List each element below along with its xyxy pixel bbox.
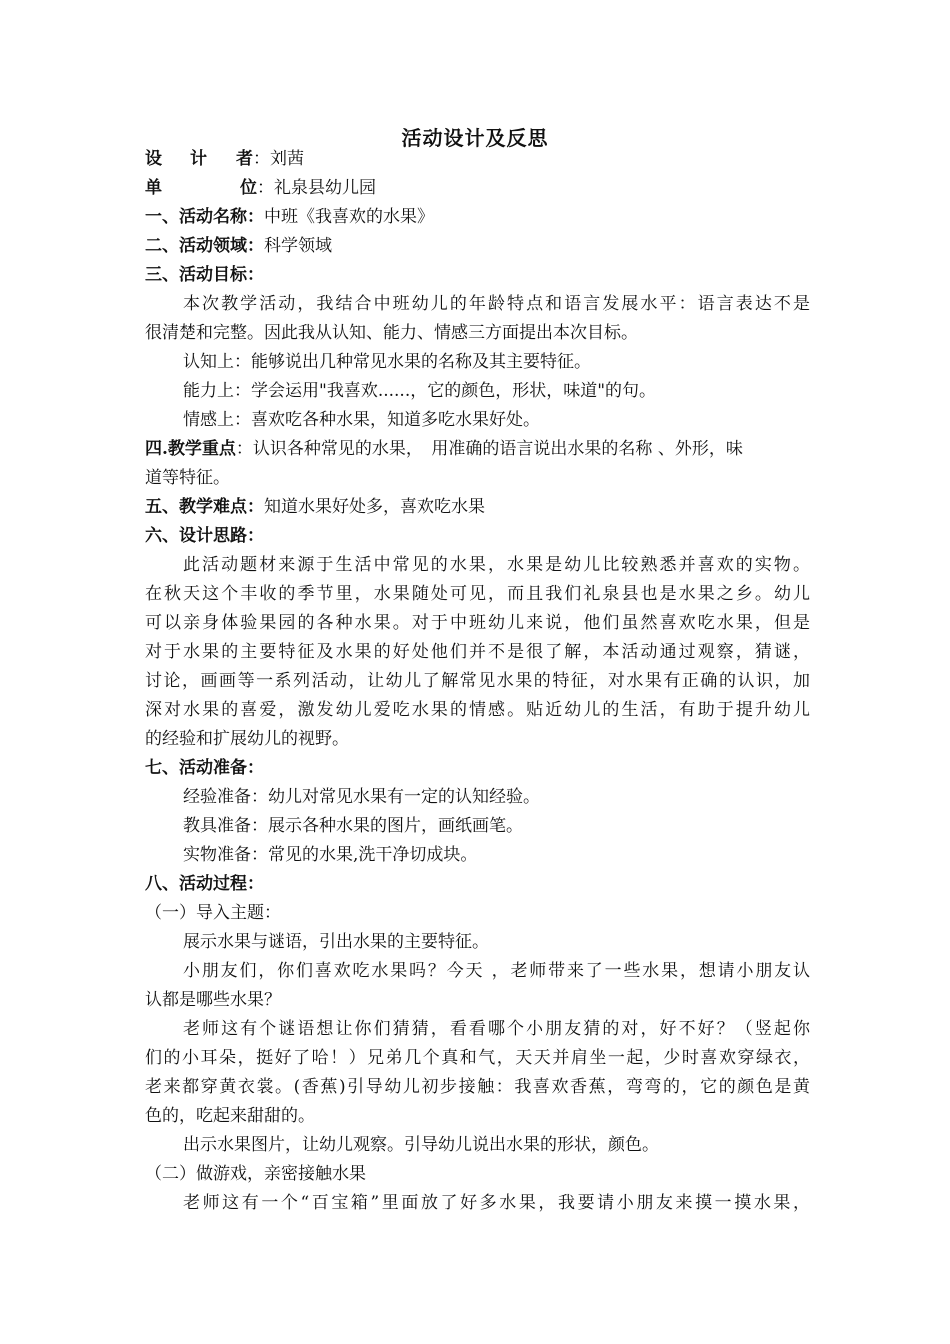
section-label: 二、活动领域：: [145, 236, 264, 256]
section-label: 一、活动名称：: [145, 207, 264, 227]
goal-cognition: 认知上：能够说出几种常见水果的名称及其主要特征。: [183, 352, 591, 372]
unit-label-char: 单: [145, 178, 162, 198]
activity-name-line: [145, 203, 810, 232]
paragraph-line: 此活动题材来源于生活中常见的水果，水果是幼儿比较熟悉并喜欢的实物。: [183, 555, 810, 575]
unit-value: 礼泉县幼儿园: [274, 178, 376, 198]
paragraph-line: 老师这有一个“百宝箱”里面放了好多水果，我要请小朋友来摸一摸水果，: [183, 1193, 810, 1213]
designer-value: 刘茜: [270, 149, 304, 169]
paragraph-line: 们的小耳朵，挺好了哈！）兄弟几个真和气，天天并肩坐一起，少时喜欢穿绿衣，: [145, 1048, 810, 1068]
section-heading: 六、设计思路：: [145, 526, 264, 546]
difficulty-text: 知道水果好处多，喜欢吃水果: [264, 497, 485, 517]
designer-colon: ：: [253, 149, 270, 169]
section-heading: 七、活动准备：: [145, 758, 264, 778]
paragraph-line: 认都是哪些水果？: [145, 990, 281, 1010]
prep-experience: 经验准备：幼儿对常见水果有一定的认知经验。: [183, 787, 540, 807]
paragraph-line: 可以亲身体验果园的各种水果。对于中班幼儿来说，他们虽然喜欢吃水果，但是: [145, 613, 810, 633]
unit-line: [145, 174, 810, 203]
paragraph-line: 的经验和扩展幼儿的视野。: [145, 729, 349, 749]
unit-colon: ：: [257, 178, 274, 198]
section-label: 四.教学重点: [145, 439, 236, 459]
paragraph-line: 展示水果与谜语，引出水果的主要特征。: [183, 932, 489, 952]
goal-ability: 能力上：学会运用"我喜欢......，它的颜色，形状，味道"的句。: [183, 381, 657, 401]
prep-real-objects: 实物准备：常见的水果,洗干净切成块。: [183, 845, 478, 865]
designer-label-char: 计: [190, 149, 207, 169]
key-point-line: 道等特征。: [145, 468, 230, 488]
goal-emotion: 情感上：喜欢吃各种水果，知道多吃水果好处。: [183, 410, 540, 430]
activity-domain-value: 科学领域: [264, 236, 332, 256]
paragraph-line: 老师这有个谜语想让你们猜猜，看看哪个小朋友猜的对，好不好？（竖起你: [183, 1019, 810, 1039]
key-point-text: ：认识各种常见的水果， 用准确的语言说出水果的名称 、外形，味: [235, 439, 743, 459]
subsection-heading: （二）做游戏，亲密接触水果: [145, 1164, 366, 1184]
paragraph-line: 小朋友们，你们喜欢吃水果吗？今天 ，老师带来了一些水果，想请小朋友认: [183, 961, 810, 981]
paragraph-line: 老来都穿黄衣裳。(香蕉)引导幼儿初步接触：我喜欢香蕉，弯弯的，它的颜色是黄: [145, 1077, 810, 1097]
paragraph-line: 色的，吃起来甜甜的。: [145, 1106, 315, 1126]
unit-label-char: 位: [240, 178, 257, 198]
activity-domain-line: [145, 232, 810, 261]
designer-label-char: 设: [145, 149, 162, 169]
paragraph-line: 深对水果的喜爱，激发幼儿爱吃水果的情感。贴近幼儿的生活，有助于提升幼儿: [145, 700, 810, 720]
prep-teaching-aids: 教具准备：展示各种水果的图片，画纸画笔。: [183, 816, 523, 836]
section-label: 五、教学难点：: [145, 497, 264, 517]
section-heading: 八、活动过程：: [145, 874, 264, 894]
paragraph-line: 出示水果图片，让幼儿观察。引导幼儿说出水果的形状，颜色。: [183, 1135, 659, 1155]
paragraph-line: 对于水果的主要特征及水果的好处他们并不是很了解，本活动通过观察，猜谜，: [145, 642, 810, 662]
paragraph-line: 本次教学活动，我结合中班幼儿的年龄特点和语言发展水平：语言表达不是: [183, 294, 810, 314]
document-title: 活动设计及反思: [401, 126, 549, 150]
paragraph-line: 很清楚和完整。因此我从认知、能力、情感三方面提出本次目标。: [145, 323, 638, 343]
designer-line: [145, 145, 810, 174]
difficulty-line: [145, 493, 810, 522]
activity-name-value: 中班《我喜欢的水果》: [264, 207, 434, 227]
designer-label-char: 者: [236, 149, 253, 169]
paragraph-line: 在秋天这个丰收的季节里，水果随处可见，而且我们礼泉县也是水果之乡。幼儿: [145, 584, 810, 604]
key-point-line: [145, 435, 810, 464]
subsection-heading: （一）导入主题：: [145, 903, 281, 923]
section-heading: 三、活动目标：: [145, 265, 264, 285]
paragraph-line: 讨论，画画等一系列活动，让幼儿了解常见水果的特征，对水果有正确的认识，加: [145, 671, 810, 691]
